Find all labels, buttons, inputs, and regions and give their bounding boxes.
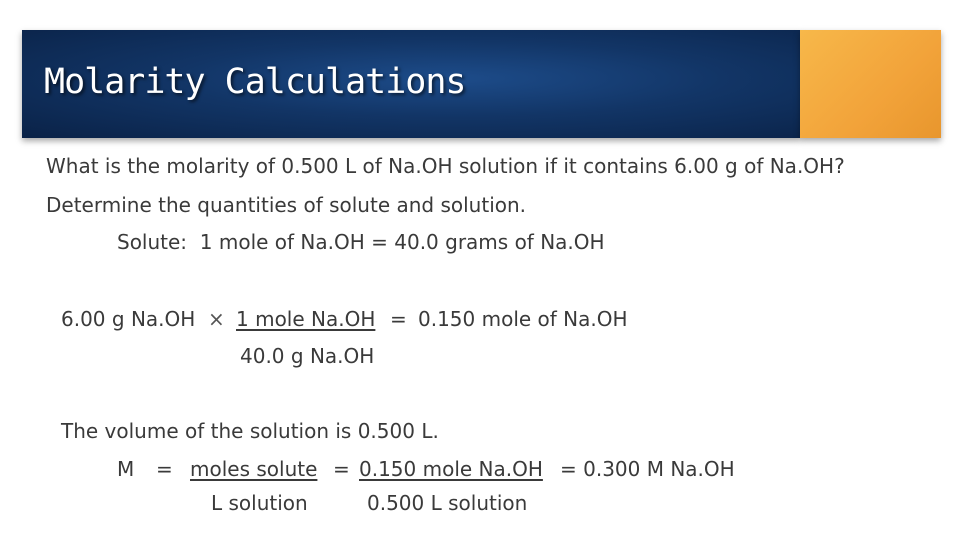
molarity-value-denominator: 0.500 L solution bbox=[367, 491, 528, 515]
l-solution: L solution bbox=[211, 491, 308, 515]
moles-solute: moles solute bbox=[190, 457, 318, 481]
molarity-equals-1: = bbox=[156, 457, 173, 481]
conversion-result: 0.150 mole of Na.OH bbox=[418, 307, 628, 331]
molarity-symbol: M bbox=[117, 457, 135, 481]
molarity-equals-2: = bbox=[333, 457, 350, 481]
volume-line: The volume of the solution is 0.500 L. bbox=[61, 419, 439, 443]
molarity-value-numerator: 0.150 mole Na.OH bbox=[359, 457, 543, 481]
solute-line: Solute: 1 mole of Na.OH = 40.0 grams of Na.OH bbox=[117, 230, 605, 254]
molarity-result: = 0.300 M Na.OH bbox=[560, 457, 735, 481]
accent-block bbox=[800, 30, 941, 138]
conversion-numerator: 1 mole Na.OH bbox=[236, 307, 376, 331]
question-text: What is the molarity of 0.500 L of Na.OH solution if it contains 6.00 g of Na.OH? bbox=[46, 154, 845, 178]
conversion-given: 6.00 g Na.OH bbox=[61, 307, 196, 331]
conversion-equals: = bbox=[390, 307, 407, 331]
instruction-text: Determine the quantities of solute and solution. bbox=[46, 193, 527, 217]
multiply-sign: × bbox=[208, 307, 225, 331]
conversion-denominator: 40.0 g Na.OH bbox=[240, 344, 375, 368]
slide-title: Molarity Calculations bbox=[44, 62, 466, 102]
